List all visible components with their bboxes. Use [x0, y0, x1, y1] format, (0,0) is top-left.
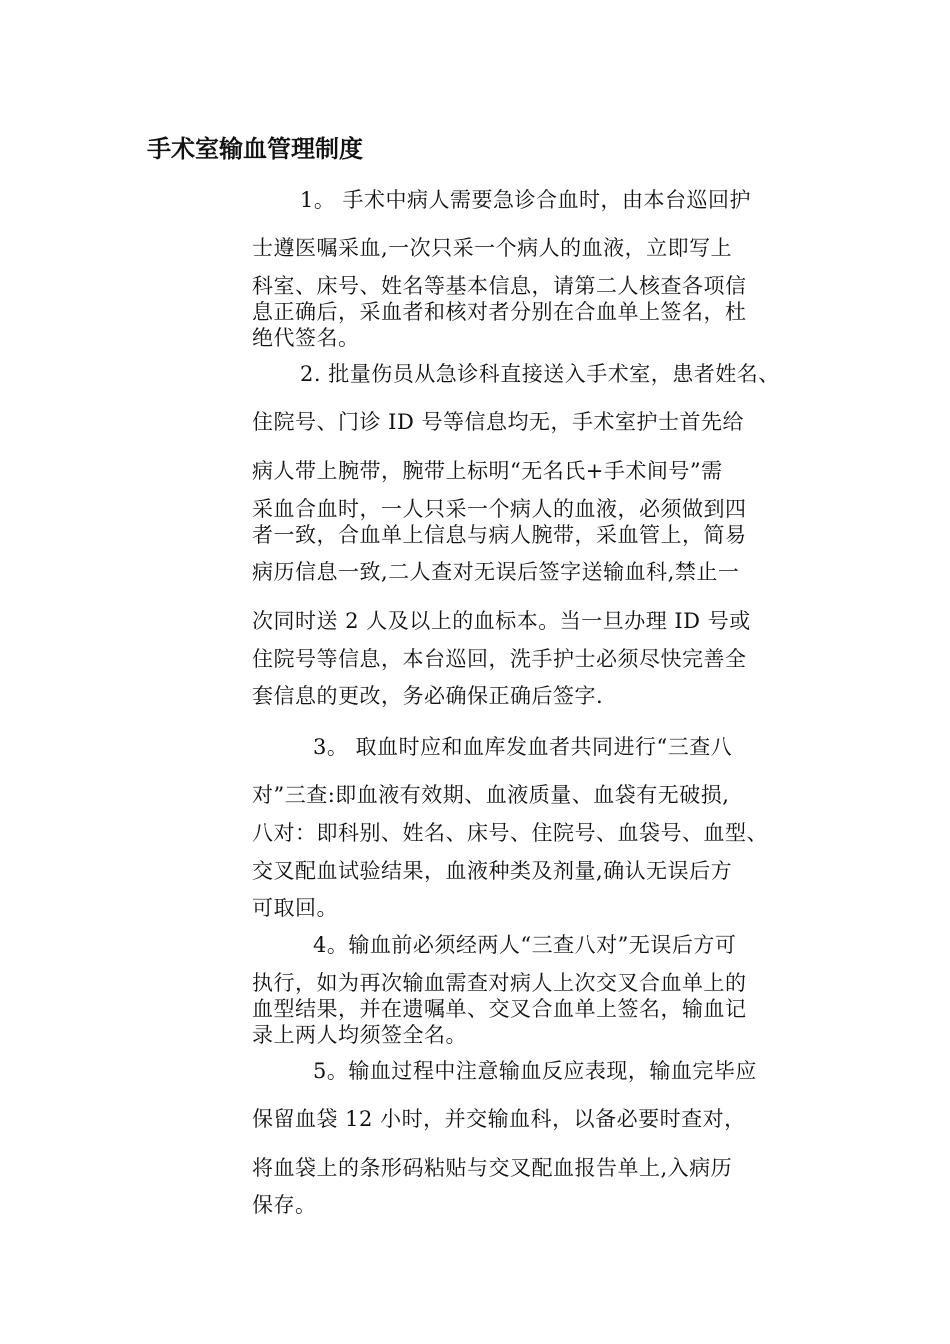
text-line: 者一致，合血单上信息与病人腕带，采血管上，简易	[252, 523, 747, 547]
text-line: 病人带上腕带，腕带上标明“无名氏+手术间号”需	[252, 459, 723, 483]
text-line: 执行，如为再次输血需查对病人上次交叉合血单上的	[252, 971, 747, 995]
text-line: 住院号等信息，本台巡回，洗手护士必须尽快完善全	[252, 647, 747, 671]
text-line: 采血合血时，一人只采一个病人的血液，必须做到四	[252, 497, 747, 521]
text-line: 对”三查:即血液有效期、血液质量、血袋有无破损,	[252, 783, 730, 807]
text-line: 住院号、门诊 ID 号等信息均无，手术室护士首先给	[252, 410, 744, 434]
text-line: 3。 取血时应和血库发血者共同进行“三查八	[313, 735, 733, 759]
text-line: 录上两人均须签全名。	[252, 1023, 467, 1047]
text-line: 保存。	[252, 1193, 317, 1217]
text-line: 将血袋上的条形码粘贴与交叉配血报告单上,入病历	[252, 1156, 733, 1180]
document-title: 手术室输血管理制度	[147, 135, 363, 163]
text-line: 次同时送 2 人及以上的血标本。当一旦办理 ID 号或	[252, 609, 751, 633]
text-line: 士遵医嘱采血,一次只采一个病人的血液，立即写上	[252, 236, 733, 260]
text-line: 病历信息一致,二人查对无误后签字送输血科,禁止一	[252, 560, 740, 584]
text-line: 1。 手术中病人需要急诊合血时，由本台巡回护	[300, 188, 752, 212]
text-line: 交叉配血试验结果，血液种类及剂量,确认无误后方	[252, 859, 733, 883]
text-line: 八对：即科别、姓名、床号、住院号、血袋号、血型、	[252, 821, 768, 845]
text-line: 套信息的更改，务必确保正确后签字.	[252, 684, 604, 708]
text-line: 息正确后，采血者和核对者分别在合血单上签名，杜	[252, 300, 747, 324]
text-line: 保留血袋 12 小时，并交输血科，以备必要时查对，	[252, 1107, 746, 1131]
text-line: 血型结果，并在遗嘱单、交叉合血单上签名，输血记	[252, 997, 747, 1021]
text-line: 科室、床号、姓名等基本信息，请第二人核查各项信	[252, 274, 747, 298]
text-line: 4。输血前必须经两人“三查八对”无误后方可	[313, 933, 737, 957]
text-line: 5。输血过程中注意输血反应表现，输血完毕应	[313, 1059, 757, 1083]
text-line: 可取回。	[252, 896, 338, 920]
text-line: 绝代签名。	[252, 326, 360, 350]
text-line: 2. 批量伤员从急诊科直接送入手术室，患者姓名、	[300, 362, 780, 386]
